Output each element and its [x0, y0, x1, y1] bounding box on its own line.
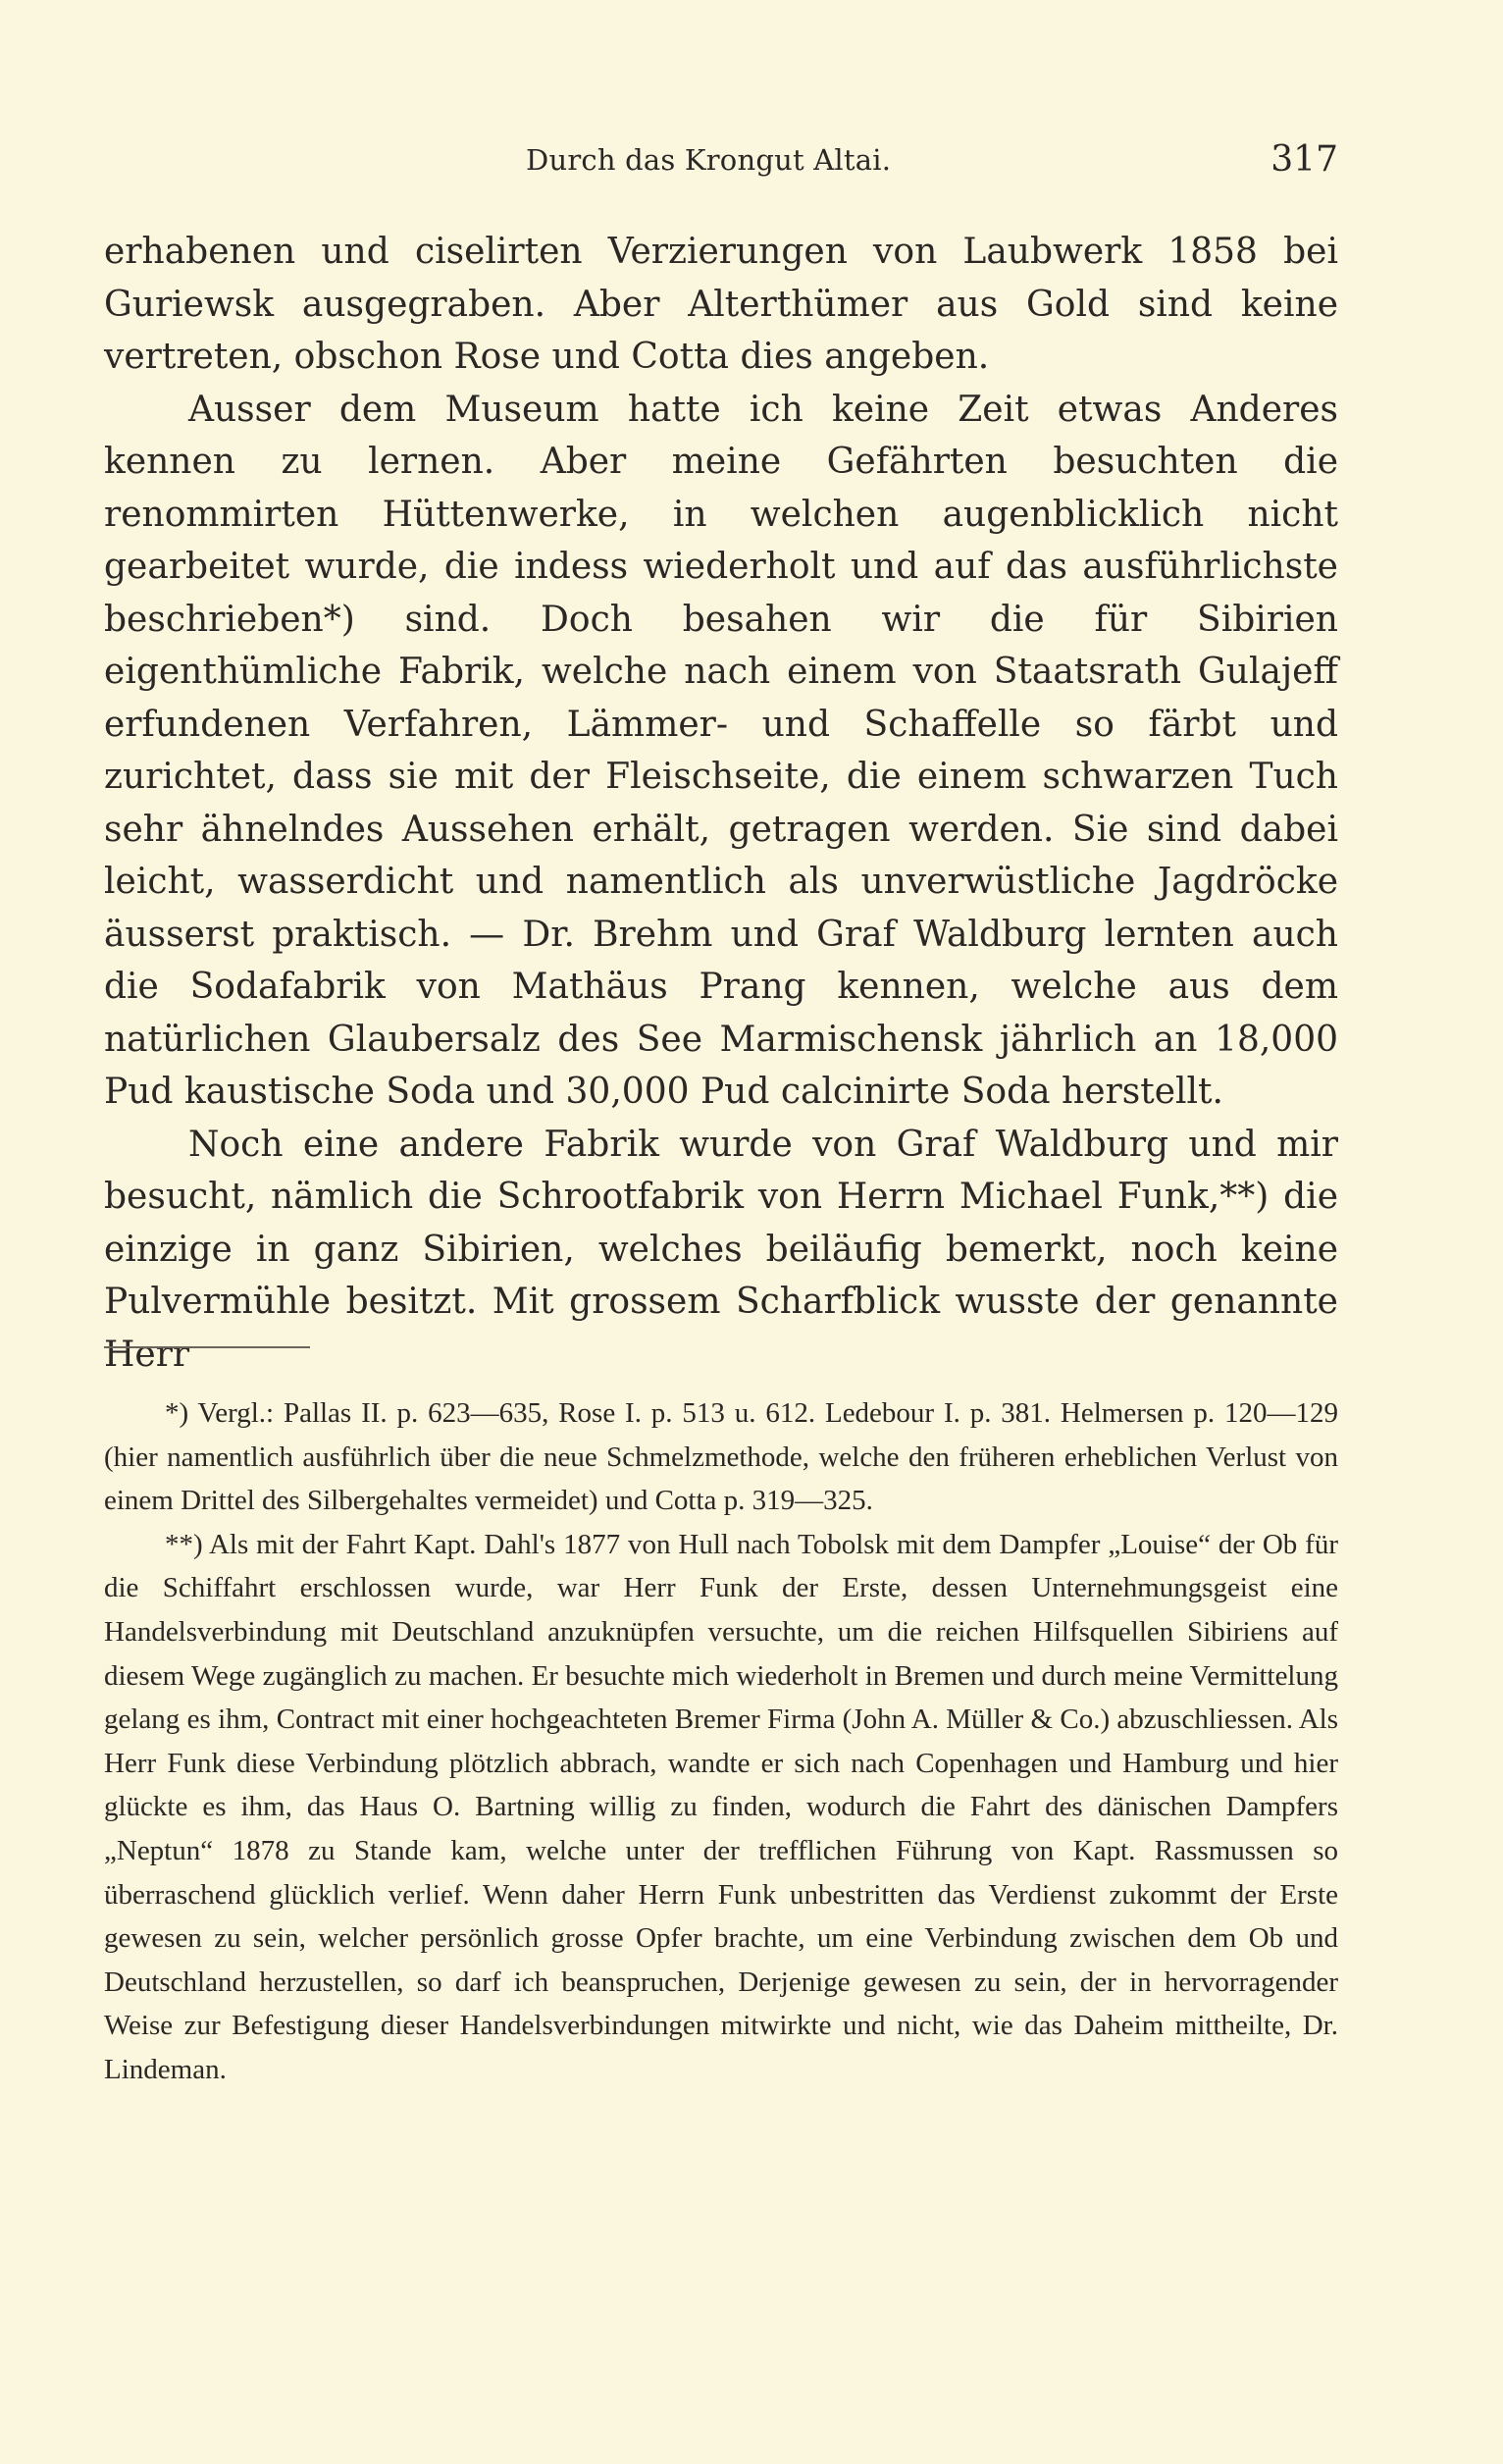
paragraph-2: Ausser dem Museum hatte ich keine Zeit etwas Anderes kennen zu lernen. Aber meine Gefährten besuchten die renommirten Hüttenwerke, in welchen augenblicklich nicht gearbeitet wurde, die indess wiederholt und auf das ausführlichste beschrieben*) sind. Doch besahen wir die für Sibirien eigenthümliche Fabrik, welche nach einem von Staatsrath Gulajeff erfundenen Verfahren, Lämmer- und Schaffelle so färbt und zurichtet, dass sie mit der Fleischseite, die einem schwarzen Tuch sehr ähnelndes Aussehen erhält, getragen werden. Sie sind dabei leicht, wasserdicht und namentlich als unverwüstliche Jagdröcke äusserst praktisch. — Dr. Brehm und Graf Waldburg lernten auch die Sodafabrik von Mathäus Prang kennen, welche aus dem natürlichen Glaubersalz des See Marmischensk jährlich an 18,000 Pud kaustische Soda und 30,000 Pud calcinirte Soda herstellt. [104, 389, 1338, 1112]
paragraph-1: erhabenen und ciselirten Verzierungen von Laubwerk 1858 bei Guriewsk ausgegraben. Aber Alterthümer aus Gold sind keine vertreten, obschon Rose und Cotta dies angeben. [104, 232, 1338, 377]
paragraph-3: Noch eine andere Fabrik wurde von Graf Waldburg und mir besucht, nämlich die Schrootfabrik von Herrn Michael Funk,**) die einzige in ganz Sibirien, welches beiläufig bemerkt, noch keine Pulvermühle besitzt. Mit grossem Scharfblick wusste der genannte Herr [104, 1124, 1338, 1375]
footnote-2: **) Als mit der Fahrt Kapt. Dahl's 1877 von Hull nach Tobolsk mit dem Dampfer „Louise“ der Ob für die Schiffahrt erschlossen wurde, war Herr Funk der Erste, dessen Unternehmungsgeist eine Handelsverbindung mit Deutschland anzuknüpfen versuchte, um die reichen Hilfsquellen Sibiriens auf diesem Wege zugänglich zu machen. Er besuchte mich wiederholt in Bremen und durch meine Vermittelung gelang es ihm, Contract mit einer hochgeachteten Bremer Firma (John A. Müller & Co.) abzuschliessen. Als Herr Funk diese Verbindung plötzlich abbrach, wandte er sich nach Copenhagen und Hamburg und hier glückte es ihm, das Haus O. Bartning willig zu finden, wodurch die Fahrt des dänischen Dampfers „Neptun“ 1878 zu Stande kam, welche unter der trefflichen Führung von Kapt. Rassmussen so überraschend glücklich verlief. Wenn daher Herrn Funk unbestritten das Verdienst zukommt der Erste gewesen zu sein, welcher persönlich grosse Opfer brachte, um eine Verbindung zwischen dem Ob und Deutschland herzustellen, so darf ich beanspruchen, Derjenige gewesen zu sein, der in hervorragender Weise zur Befestigung dieser Handelsverbindungen mitwirkte und nicht, wie das Daheim mittheilte, Dr. Lindeman. [104, 1528, 1338, 2085]
running-title: Durch das Krongut Altai. [526, 143, 892, 177]
footnote-1: *) Vergl.: Pallas II. p. 623—635, Rose I. p. 513 u. 612. Ledebour I. p. 381. Helmersen p. 120—129 (hier namentlich ausführlich über die neue Schmelzmethode, welche den früheren erheblichen Verlust von einem Drittel des Silbergehaltes vermeidet) und Cotta p. 319—325. [104, 1397, 1338, 1517]
footnote-divider [104, 1346, 310, 1348]
footnotes [104, 1391, 1338, 2092]
page-number: 317 [1270, 139, 1338, 180]
running-head [0, 139, 1503, 183]
main-text [104, 226, 1338, 1381]
